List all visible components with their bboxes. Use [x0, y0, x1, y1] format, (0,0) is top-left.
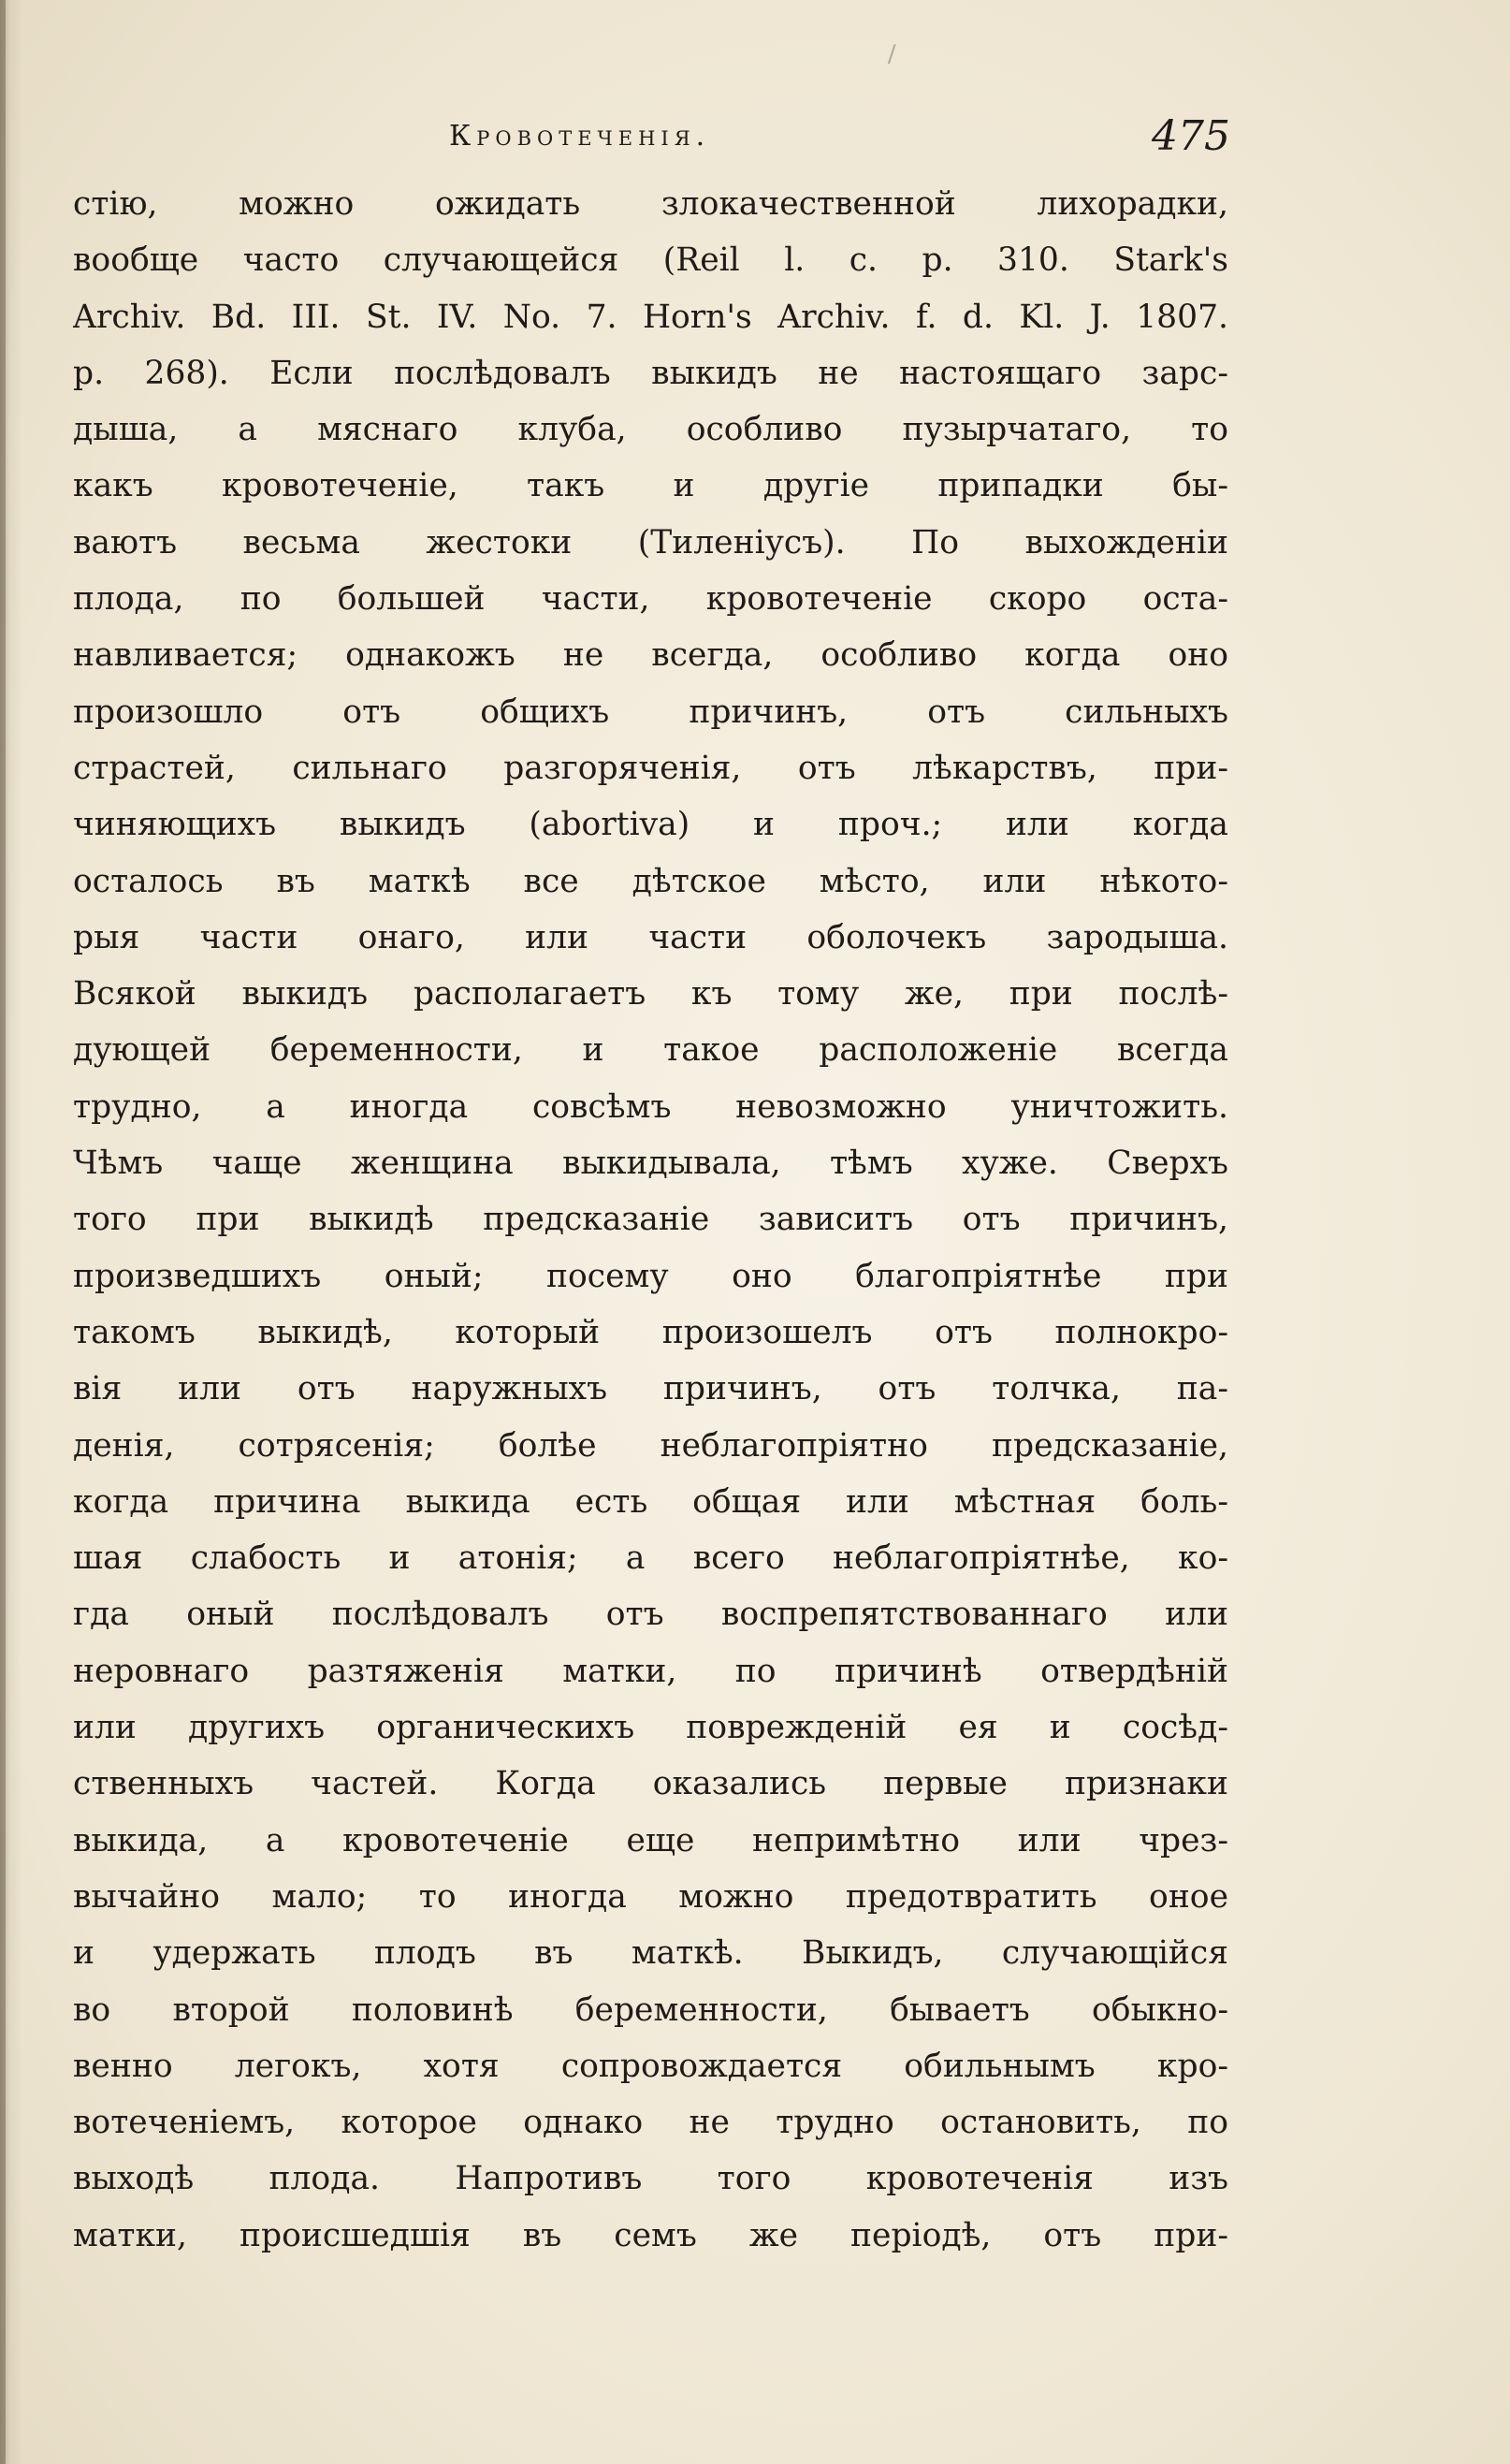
page-header	[449, 105, 1230, 170]
text-line: дыша, а мяснаго клуба, особливо пузырчатаго, то	[73, 411, 1228, 449]
ink-mark	[888, 44, 903, 66]
text-line: вотеченіемъ, которое однако не трудно остановить, по	[73, 2104, 1228, 2142]
text-line: стію, можно ожидать злокачественной лихорадки,	[73, 185, 1228, 223]
text-line: гда оный послѣдовалъ отъ воспрепятствованнаго или	[73, 1596, 1228, 1634]
text-line: когда причина выкида есть общая или мѣстная боль-	[73, 1482, 1228, 1521]
text-line: денія, сотрясенія; болѣе неблагопріятно предсказаніе,	[73, 1426, 1228, 1465]
text-line: венно легокъ, хотя сопровождается обильнымъ кро-	[73, 2047, 1228, 2085]
text-line: p. 268). Если послѣдовалъ выкидъ не настоящаго зарс-	[73, 354, 1228, 392]
text-line: дующей беременности, и такое расположеніе всегда	[73, 1031, 1228, 1070]
text-line: рыя части онаго, или части оболочекъ зародыша.	[73, 918, 1228, 956]
text-line: произошло отъ общихъ причинъ, отъ сильныхъ	[73, 693, 1228, 731]
page-number: 475	[1152, 112, 1230, 160]
running-title: Кровотеченія.	[449, 120, 711, 153]
text-line: и удержать плодъ въ маткѣ. Выкидъ, случающійся	[73, 1934, 1228, 1973]
text-line: матки, происшедшія въ семъ же періодѣ, отъ при-	[73, 2216, 1228, 2254]
body-text	[73, 176, 1228, 2264]
text-line: навливается; однакожъ не всегда, особливо когда оно	[73, 636, 1228, 675]
text-line: неровнаго разтяженія матки, по причинѣ отвердѣній	[73, 1652, 1228, 1690]
text-line: выкида, а кровотеченіе еще непримѣтно или чрез-	[73, 1821, 1228, 1859]
text-line: чиняющихъ выкидъ (abortiva) и проч.; или когда	[73, 806, 1228, 844]
text-line: Всякой выкидъ располагаетъ къ тому же, при послѣ-	[73, 975, 1228, 1013]
text-line: такомъ выкидѣ, который произошелъ отъ полнокро-	[73, 1313, 1228, 1351]
text-line: ственныхъ частей. Когда оказались первые признаки	[73, 1765, 1228, 1803]
text-line: какъ кровотеченіе, такъ и другіе припадки бы-	[73, 467, 1228, 505]
text-line: вообще часто случающейся (Reil l. c. p. 310. Stark's	[73, 241, 1228, 280]
text-line: ваютъ весьма жестоки (Тиленіусъ). По выхожденіи	[73, 523, 1228, 561]
page-binding-edge	[0, 0, 6, 2464]
text-line: осталось въ маткѣ все дѣтское мѣсто, или нѣкото-	[73, 862, 1228, 900]
text-line: вычайно мало; то иногда можно предотвратить оное	[73, 1877, 1228, 1916]
text-line: трудно, а иногда совсѣмъ невозможно уничтожить.	[73, 1087, 1228, 1126]
text-line: шая слабость и атонія; а всего неблагопріятнѣе, ко-	[73, 1539, 1228, 1578]
text-line: во второй половинѣ беременности, бываетъ обыкно-	[73, 1990, 1228, 2029]
text-line: плода, по большей части, кровотеченіе скоро оста-	[73, 580, 1228, 619]
text-line: выходѣ плода. Напротивъ того кровотеченія изъ	[73, 2160, 1228, 2198]
text-line: страстей, сильнаго разгоряченія, отъ лѣкарствъ, при-	[73, 749, 1228, 787]
text-line: Archiv. Bd. III. St. IV. No. 7. Horn's Archiv. f. d. Kl. J. 1807.	[73, 298, 1228, 336]
text-line: Чѣмъ чаще женщина выкидывала, тѣмъ хуже. Сверхъ	[73, 1145, 1228, 1183]
text-line: вія или отъ наружныхъ причинъ, отъ толчка, па-	[73, 1370, 1228, 1408]
text-line: того при выкидѣ предсказаніе зависитъ отъ причинъ,	[73, 1201, 1228, 1239]
text-line: произведшихъ оный; посему оно благопріятнѣе при	[73, 1257, 1228, 1295]
text-line: или другихъ органическихъ поврежденій ея и сосѣд-	[73, 1709, 1228, 1747]
